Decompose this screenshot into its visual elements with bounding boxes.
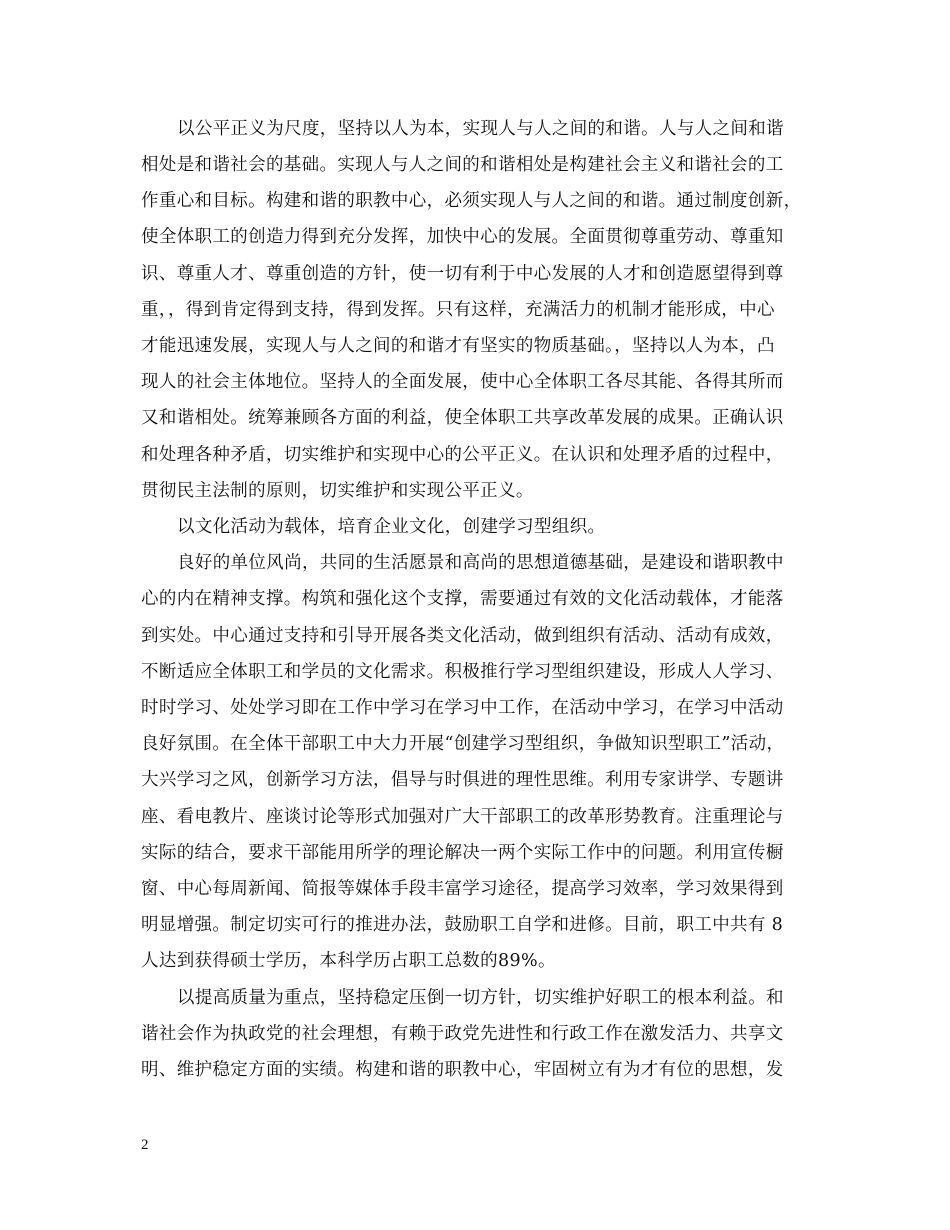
paragraph-2-line-8: 座、看电教片、座谈讨论等形式加强对广大干部职工的改革形势教育。注重理论与	[141, 807, 784, 827]
paragraph-2-line-3: 到实处。中心通过支持和引导开展各类文化活动，做到组织有活动、活动有成效，	[141, 626, 784, 646]
paragraph-3-line-3: 明、维护稳定方面的实绩。构建和谐的职教中心，牢固树立有为才有位的思想，发	[141, 1060, 784, 1080]
paragraph-1-line-8: 现人的社会主体地位。坚持人的全面发展，使中心全体职工各尽其能、各得其所而	[141, 372, 784, 392]
paragraph-1-line-4: 使全体职工的创造力得到充分发挥，加快中心的发展。全面贯彻尊重劳动、尊重知	[141, 227, 784, 247]
paragraph-1-line-10: 和处理各种矛盾，切实维护和实现中心的公平正义。在认识和处理矛盾的过程中，	[141, 445, 784, 465]
paragraph-2-line-7: 大兴学习之风，创新学习方法，倡导与时俱进的理性思维。利用专家讲学、专题讲	[141, 770, 784, 790]
paragraph-1-line-1: 以公平正义为尺度，坚持以人为本，实现人与人之间的和谐。人与人之间和谐	[177, 119, 784, 139]
paragraph-1-line-9: 又和谐相处。统筹兼顾各方面的利益，使全体职工共享改革发展的成果。正确认识	[141, 408, 784, 428]
paragraph-1-line-7: 才能迅速发展，实现人与人之间的和谐才有坚实的物质基础。，坚持以人为本，凸	[141, 336, 775, 356]
paragraph-2-line-12: 人达到获得硕士学历，本科学历占职工总数的89%。	[141, 951, 556, 971]
paragraph-1-line-3: 作重心和目标。构建和谐的职教中心，必须实现人与人之间的和谐。通过制度创新，	[141, 191, 802, 211]
section-heading-culture: 以文化活动为载体，培育企业文化，创建学习型组织。	[177, 517, 606, 537]
paragraph-2-line-4: 不断适应全体职工和学员的文化需求。积极推行学习型组织建设，形成人人学习、	[141, 662, 784, 682]
paragraph-2-line-9: 实际的结合，要求干部能用所学的理论解决一两个实际工作中的问题。利用宣传橱	[141, 843, 784, 863]
paragraph-3-line-1: 以提高质量为重点，坚持稳定压倒一切方针，切实维护好职工的根本利益。和	[177, 988, 784, 1008]
page-number: 2	[141, 1137, 149, 1153]
paragraph-1-line-11: 贯彻民主法制的原则，切实维护和实现公平正义。	[141, 481, 534, 501]
paragraph-2-line-1: 良好的单位风尚，共同的生活愿景和高尚的思想道德基础，是建设和谐职教中	[177, 553, 784, 573]
paragraph-3-line-2: 谐社会作为执政党的社会理想，有赖于政党先进性和行政工作在激发活力、共享文	[141, 1024, 784, 1044]
paragraph-1-line-6: 重，，得到肯定得到支持，得到发挥。只有这样，充满活力的机制才能形成，中心	[141, 300, 775, 320]
paragraph-2-line-11: 明显增强。制定切实可行的推进办法，鼓励职工自学和进修。目前，职工中共有 8	[141, 915, 784, 935]
paragraph-2-line-5: 时时学习、处处学习即在工作中学习在学习中工作，在活动中学习，在学习中活动	[141, 698, 784, 718]
paragraph-2-line-10: 窗、中心每周新闻、简报等媒体手段丰富学习途径，提高学习效率，学习效果得到	[141, 879, 784, 899]
paragraph-1-line-2: 相处是和谐社会的基础。实现人与人之间的和谐相处是构建社会主义和谐社会的工	[141, 155, 784, 175]
paragraph-1-line-5: 识、尊重人才、尊重创造的方针，使一切有利于中心发展的人才和创造愿望得到尊	[141, 264, 784, 284]
paragraph-2-line-2: 心的内在精神支撑。构筑和强化这个支撑，需要通过有效的文化活动载体，才能落	[141, 589, 784, 609]
paragraph-2-line-6: 良好氛围。在全体干部职工中大力开展“创建学习型组织，争做知识型职工”活动，	[141, 734, 785, 754]
